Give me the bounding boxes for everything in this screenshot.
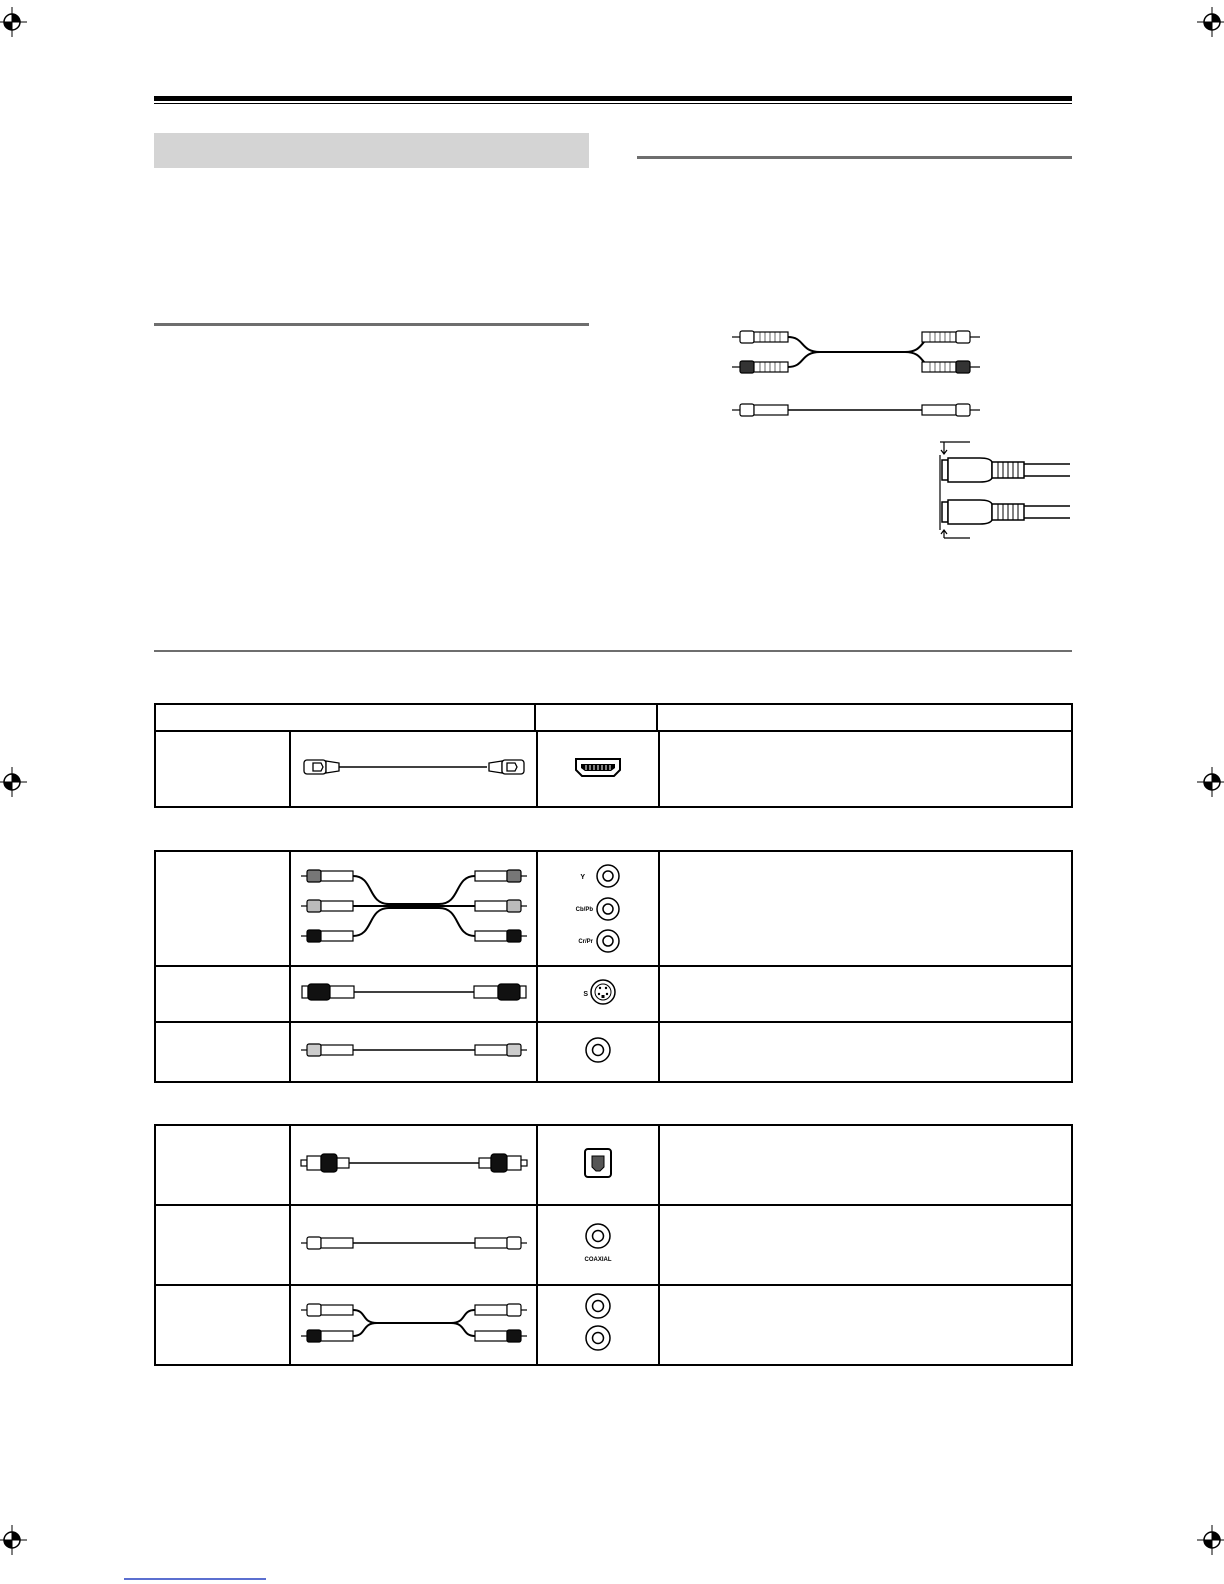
row-name-cell [155,1022,290,1082]
audio-table [154,1124,1073,1366]
registration-mark-icon [0,767,27,797]
row-name-cell [155,966,290,1022]
header-cell-description [657,704,1072,731]
row-name-cell [155,731,290,807]
table-row [155,1022,1072,1082]
jack-label-cb-pb: Cb/Pb [575,906,593,913]
subsection-rule [637,156,1072,159]
analog-audio-jack-icon [583,1290,613,1356]
jack-label-y: Y [580,873,585,881]
s-video-cable-icon [299,980,529,1004]
composite-cable-icon [299,1038,529,1062]
jack-cell [537,731,659,807]
section-rule [154,650,1072,652]
component-cable-icon [299,866,529,946]
registration-mark-icon [1197,1525,1224,1555]
s-video-jack-icon [568,977,628,1007]
description-cell [659,966,1072,1022]
table-row [155,851,1072,966]
cable-cell [290,1205,537,1285]
jack-label-cr-pr: Cr/Pr [578,938,593,945]
registration-mark-icon [0,1525,27,1555]
registration-mark-icon [1197,7,1224,37]
rca-jack-icon [583,1035,613,1065]
footer-link[interactable] [124,1578,266,1580]
plug-insertion-icon [930,440,1072,545]
jack-cell [537,1125,659,1205]
jack-label-s: S [583,990,588,998]
optical-jack-icon [583,1147,613,1179]
hdmi-jack-icon [573,755,623,779]
description-cell [659,1205,1072,1285]
analog-audio-cable-icon [299,1298,529,1348]
table-row [155,1285,1072,1365]
hdmi-table [154,730,1073,808]
table-row [155,966,1072,1022]
header-rule [154,96,1072,101]
row-name-cell [155,851,290,966]
jack-cell [537,966,659,1022]
row-name-cell [155,1125,290,1205]
header-cell-cable [155,704,535,731]
optical-cable-icon [299,1150,529,1176]
jack-cell [537,1285,659,1365]
cable-cell [290,1285,537,1365]
jack-cell [537,1205,659,1285]
table-row [155,1205,1072,1285]
header-rule-thin [154,103,1072,104]
header-cell-jack [535,704,657,731]
jack-cell [537,1022,659,1082]
connection-table-header [154,703,1073,732]
cable-cell [290,1022,537,1082]
description-cell [659,731,1072,807]
coaxial-cable-icon [299,1231,529,1255]
row-name-cell [155,1285,290,1365]
row-name-cell [155,1205,290,1285]
subsection-rule [154,323,589,326]
registration-mark-icon [0,7,27,37]
jack-cell [537,851,659,966]
cable-cell [290,966,537,1022]
cable-cell [290,851,537,966]
coaxial-jack-icon [573,1220,623,1266]
table-row [155,731,1072,807]
hdmi-cable-icon [299,752,529,782]
section-heading-band [154,133,589,168]
rca-cable-icon [730,325,990,420]
component-jack-icon [563,859,633,954]
table-row [155,1125,1072,1205]
registration-mark-icon [1197,767,1224,797]
description-cell [659,1125,1072,1205]
description-cell [659,851,1072,966]
cable-cell [290,1125,537,1205]
description-cell [659,1022,1072,1082]
jack-label-coaxial: COAXIAL [584,1256,612,1263]
cable-cell [290,731,537,807]
description-cell [659,1285,1072,1365]
video-table [154,850,1073,1083]
